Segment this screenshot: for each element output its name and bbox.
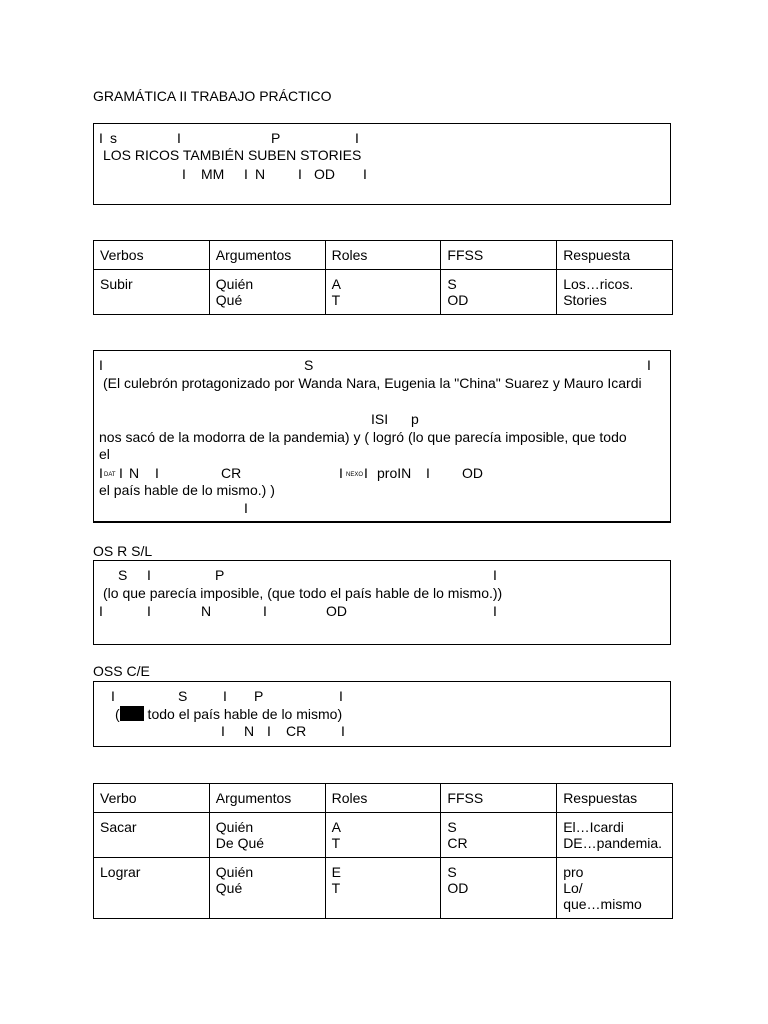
mark: N — [129, 465, 140, 481]
mark: I — [244, 500, 248, 516]
cell-line: Stories — [563, 292, 607, 308]
mark: I — [647, 357, 651, 373]
mark: I — [263, 603, 267, 619]
mark: I — [341, 723, 345, 739]
header-cell: Respuesta — [557, 241, 673, 270]
mark: P — [254, 688, 264, 704]
mark: I — [182, 166, 186, 182]
mark: I — [99, 465, 103, 481]
header-cell: Roles — [325, 784, 441, 813]
mark: I — [339, 465, 343, 481]
mark: OD — [314, 166, 335, 182]
mark: I — [221, 723, 225, 739]
mark-subscript: DAT — [104, 472, 116, 478]
mark: I — [155, 465, 159, 481]
sentence-1: LOS RICOS TAMBIÉN SUBEN STORIES — [103, 147, 362, 163]
table-cell — [441, 270, 557, 315]
cell-line: pro — [563, 864, 584, 880]
header-cell: Verbos — [94, 241, 210, 270]
mark: ISI — [371, 411, 389, 427]
mark: I — [99, 357, 103, 373]
table-cell — [325, 270, 441, 315]
cell-line: Quién — [215, 864, 254, 880]
verb-table-2 — [93, 783, 673, 919]
header-cell: Verbo — [94, 784, 210, 813]
sentence-line: nos sacó de la modorra de la pandemia) y ( logró (lo que parecía imposible, que todo — [99, 429, 627, 445]
cell-line: Sacar — [100, 819, 137, 835]
cell-line: Quién — [215, 819, 254, 835]
cell-line: Subir — [100, 276, 133, 292]
cell-line: El…Icardi — [563, 819, 624, 835]
table-row — [94, 858, 673, 919]
mark: CR — [221, 465, 242, 481]
mark: P — [271, 130, 281, 146]
cell-line: Qué — [215, 292, 243, 308]
table-cell — [94, 858, 210, 919]
header-cell: FFSS — [441, 784, 557, 813]
mark: p — [411, 411, 419, 427]
section-label-oss: OSS C/E — [93, 663, 150, 679]
mark: I — [99, 130, 103, 146]
cell-line: A — [331, 276, 341, 292]
header-cell: Roles — [325, 241, 441, 270]
table-cell — [325, 813, 441, 858]
cell-line: De Qué — [215, 835, 265, 851]
mark: MM — [201, 166, 225, 182]
table-row — [94, 813, 673, 858]
section-label-os: OS R S/L — [93, 543, 153, 559]
header-cell: FFSS — [441, 241, 557, 270]
redaction-block — [120, 706, 144, 721]
table-header-row — [94, 241, 673, 270]
table-cell — [94, 270, 210, 315]
header-cell: Argumentos — [209, 241, 325, 270]
mark: I — [426, 465, 430, 481]
table-cell — [209, 813, 325, 858]
table-header-row — [94, 784, 673, 813]
table-cell — [94, 813, 210, 858]
mark: proIN — [377, 465, 412, 481]
cell-line: T — [331, 835, 341, 851]
table-cell — [441, 813, 557, 858]
mark: I — [363, 166, 367, 182]
mark: I — [493, 603, 497, 619]
table-cell — [557, 270, 673, 315]
sentence-3: (lo que parecía imposible, (que todo el país hable de lo mismo.)) — [103, 585, 503, 601]
header-cell: Respuestas — [557, 784, 673, 813]
cell-line: CR — [447, 835, 468, 851]
cell-line: A — [331, 819, 341, 835]
cell-line: T — [331, 292, 341, 308]
table-cell — [441, 858, 557, 919]
table-cell — [209, 270, 325, 315]
cell-line: Quién — [215, 276, 254, 292]
cell-line: S — [447, 864, 457, 880]
mark: S — [118, 567, 128, 583]
mark: P — [215, 567, 225, 583]
sentence-line: el país hable de lo mismo.) ) — [99, 482, 275, 498]
mark: I — [298, 166, 302, 182]
mark: I — [177, 130, 181, 146]
mark: I — [223, 688, 227, 704]
sentence-line: el — [99, 446, 110, 462]
sentence-4 — [115, 706, 342, 722]
mark: N — [244, 723, 255, 739]
mark: CR — [286, 723, 307, 739]
mark: OD — [326, 603, 347, 619]
table-cell — [557, 813, 673, 858]
cell-line: T — [331, 880, 341, 896]
open-paren: ( — [115, 706, 120, 722]
mark: I — [339, 688, 343, 704]
mark: N — [255, 166, 266, 182]
mark: I — [267, 723, 271, 739]
mark: N — [201, 603, 212, 619]
sentence-analysis-box-3 — [93, 560, 671, 645]
mark: I — [355, 130, 359, 146]
cell-line: DE…pandemia. — [563, 835, 663, 851]
mark: s — [110, 130, 117, 146]
mark-subscript: NEXO — [346, 472, 364, 478]
verb-table-1 — [93, 240, 673, 315]
mark: I — [99, 603, 103, 619]
sentence-4-text: todo el país hable de lo mismo) — [143, 706, 343, 722]
cell-line: S — [447, 819, 457, 835]
cell-line: S — [447, 276, 457, 292]
cell-line: Qué — [215, 880, 243, 896]
mark: I — [364, 465, 368, 481]
sentence-line: (El culebrón protagonizado por Wanda Nara, Eugenia la "China" Suarez y Mauro Icardi — [103, 375, 642, 391]
cell-line: Los…ricos. — [563, 276, 634, 292]
mark: I — [493, 567, 497, 583]
table-cell — [325, 858, 441, 919]
mark: I — [119, 465, 123, 481]
mark: I — [147, 567, 151, 583]
cell-line: OD — [447, 880, 469, 896]
mark: S — [178, 688, 188, 704]
table-row — [94, 270, 673, 315]
mark: S — [304, 357, 314, 373]
mark: I — [111, 688, 115, 704]
table-cell — [209, 858, 325, 919]
cell-line: Lograr — [100, 864, 141, 880]
cell-line: OD — [447, 292, 469, 308]
mark: OD — [462, 465, 483, 481]
cell-line: Lo/ — [563, 880, 583, 896]
cell-line: que…mismo — [563, 896, 642, 912]
header-cell: Argumentos — [209, 784, 325, 813]
document-title: GRAMÁTICA II TRABAJO PRÁCTICO — [93, 88, 332, 104]
table-cell — [557, 858, 673, 919]
mark: I — [244, 166, 248, 182]
cell-line: E — [331, 864, 341, 880]
mark: I — [147, 603, 151, 619]
